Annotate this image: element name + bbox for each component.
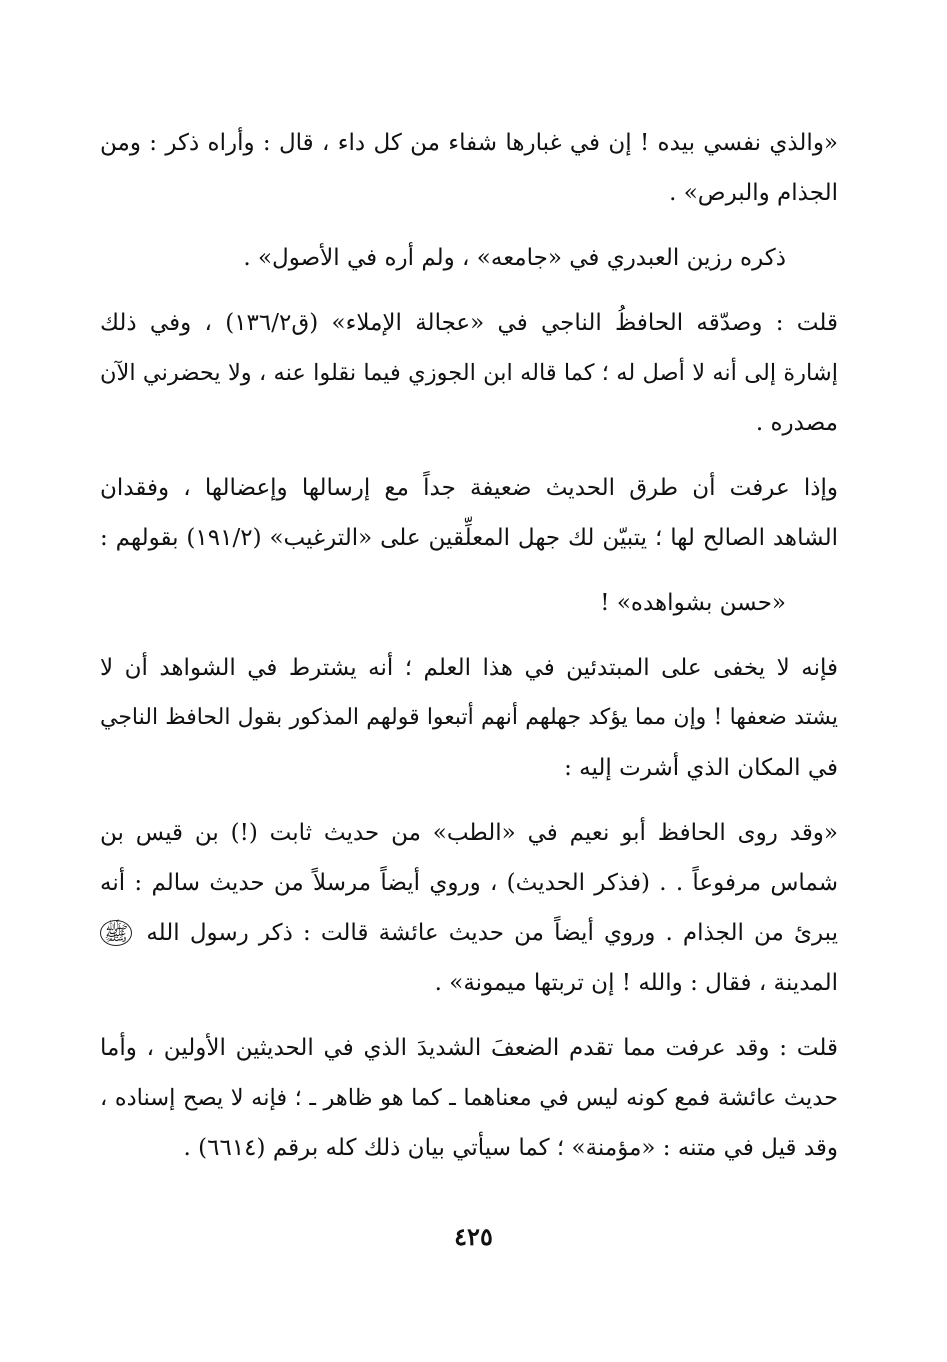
- text-line: إشارة إلى أنه لا أصل له ؛ كما قاله ابن الجوزي فيما نقلوا عنه ، ولا يحضرني الآن: [100, 360, 838, 386]
- paragraph-hadith-quote: [100, 118, 838, 218]
- page-number: ٤٢٥: [454, 1222, 493, 1251]
- text-line: «وقد روى الحافظ أبو نعيم في «الطب» من حديث ثابت (!) بن قيس بن: [100, 820, 838, 846]
- text-line: في المكان الذي أشرت إليه :: [564, 755, 838, 781]
- paragraph-beginners-note: [100, 643, 838, 793]
- text-line: شماس مرفوعاً . . (فذكر الحديث) ، وروي أيضاً مرسلاً من حديث سالم : أنه: [100, 870, 838, 896]
- text-line: فإنه لا يخفى على المبتدئين في هذا العلم ؛ أنه يشترط في الشواهد أن لا: [100, 655, 838, 681]
- text-line: «حسن بشواهده» !: [600, 590, 786, 616]
- text-line: مصدره .: [755, 410, 838, 436]
- text-segment: يبرئ من الجذام . وروي أيضاً من حديث عائشة قالت : ذكر رسول الله: [146, 920, 838, 946]
- paragraph-abu-nuaym-quote: [100, 808, 838, 1008]
- text-line: قلت : وصدّقه الحافظُ الناجي في «عجالة الإملاء» (ق١٣٦/٢) ، وفي ذلك: [100, 310, 838, 336]
- text-line: حديث عائشة فمع كونه ليس في معناهما ـ كما هو ظاهر ـ ؛ فإنه لا يصح إسناده ،: [100, 1085, 838, 1111]
- paragraph-hasan-quote: [100, 578, 838, 628]
- paragraph-conclusion: [100, 1023, 838, 1173]
- text-line: المدينة ، فقال : والله ! إن تربتها ميمونة» .: [434, 970, 838, 996]
- text-line: قلت : وقد عرفت مما تقدم الضعفَ الشديدَ الذي في الحديثين الأولين ، وأما: [100, 1035, 838, 1061]
- text-line: الشاهد الصالح لها ؛ يتبيّن لك جهل المعلِّقين على «الترغيب» (١٩١/٢) بقولهم :: [100, 525, 838, 551]
- paragraph-razin-note: [100, 233, 838, 283]
- text-line: الجذام والبرص» .: [669, 180, 838, 206]
- text-line: ذكره رزين العبدري في «جامعه» ، ولم أره في الأصول» .: [243, 245, 786, 271]
- paragraph-weak-paths: [100, 463, 838, 563]
- text-line: وقد قيل في متنه : «مؤمنة» ؛ كما سيأتي بيان ذلك كله برقم (٦٦١٤) .: [183, 1135, 838, 1161]
- text-line: يشتد ضعفها ! وإن مما يؤكد جهلهم أنهم أتبعوا قولهم المذكور بقول الحافظ الناجي: [100, 705, 838, 730]
- text-line: «والذي نفسي بيده ! إن في غبارها شفاء من كل داء ، قال : وأراه ذكر : ومن: [100, 130, 838, 156]
- book-page: [100, 118, 838, 1173]
- paragraph-naji-comment: [100, 298, 838, 448]
- salutation-ligature-icon: ﷺ: [100, 920, 132, 946]
- text-line: وإذا عرفت أن طرق الحديث ضعيفة جداً مع إرسالها وإعضالها ، وفقدان: [100, 475, 838, 501]
- text-line-with-ligature: [100, 908, 838, 958]
